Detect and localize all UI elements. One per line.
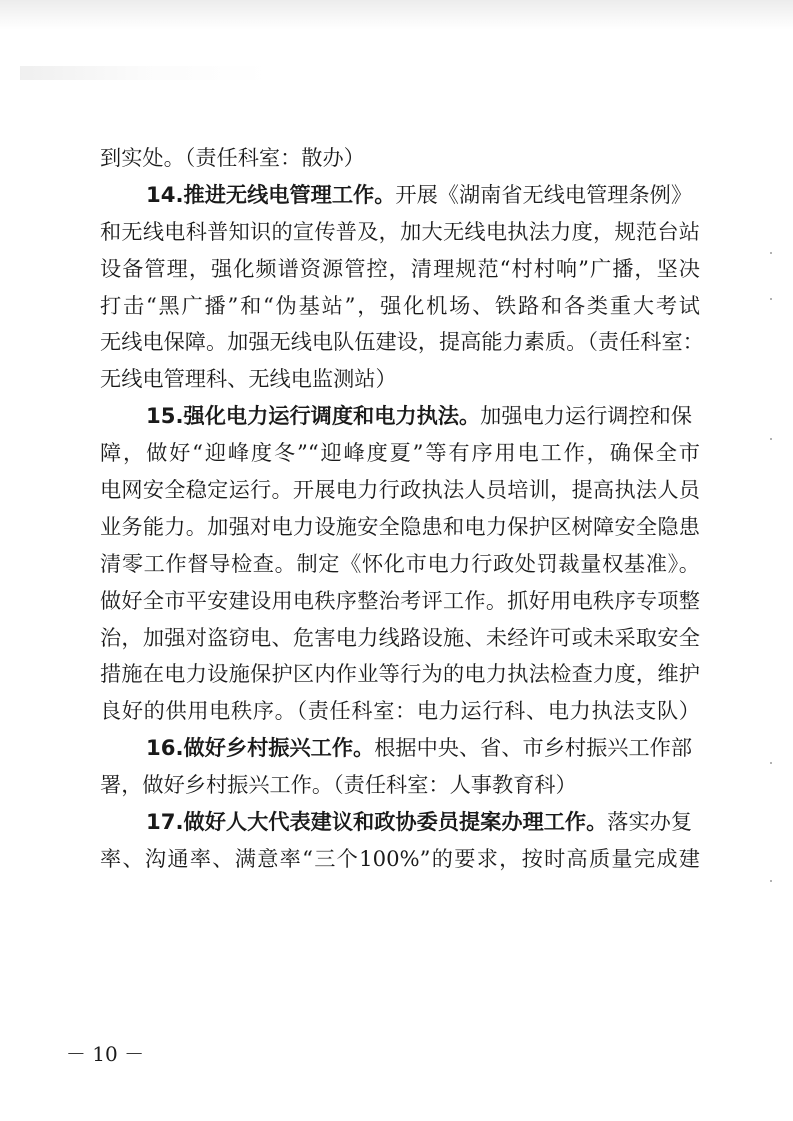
section-14-heading-line — [100, 177, 700, 214]
scan-speck — [770, 762, 772, 764]
body-line: 电网安全稳定运行。开展电力行政执法人员培训，提高执法人员 — [100, 477, 700, 503]
section-15-title: 15.强化电力运行调度和电力执法。 — [146, 403, 481, 429]
body-text — [100, 140, 704, 878]
body-line: 清零工作督导检查。制定《怀化市电力行政处罚裁量权基准》。 — [100, 550, 700, 576]
body-line: 障，做好“迎峰度冬”“迎峰度夏”等有序用电工作，确保全市 — [100, 440, 700, 466]
section-16-title: 16.做好乡村振兴工作。 — [146, 735, 375, 761]
scan-speck — [770, 252, 772, 254]
section-15-text: 加强电力运行调控和保 — [480, 403, 693, 429]
body-line: 率、沟通率、满意率“三个100%”的要求，按时高质量完成建 — [100, 845, 700, 871]
section-16-heading-line — [100, 730, 700, 767]
body-line: 署，做好乡村振兴工作。（责任科室：人事教育科） — [100, 772, 577, 798]
scan-speck — [770, 880, 772, 882]
body-line: 设备管理，强化频谱资源管控，清理规范“村村响”广播，坚决 — [100, 255, 700, 281]
scan-bleed-through — [20, 66, 270, 80]
body-line: 无线电管理科、无线电监测站） — [100, 366, 397, 392]
body-line: 良好的供用电秩序。（责任科室：电力运行科、电力执法支队） — [100, 698, 700, 724]
body-line: 措施在电力设施保护区内作业等行为的电力执法检查力度，维护 — [100, 661, 700, 687]
scan-top-shadow — [0, 0, 793, 30]
section-14-title: 14.推进无线电管理工作。 — [146, 181, 396, 207]
body-line: 做好全市平安建设用电秩序整治考评工作。抓好用电秩序专项整 — [100, 587, 700, 613]
section-15-heading-line — [100, 398, 700, 435]
body-line: 治，加强对盗窃电、危害电力线路设施、未经许可或未采取安全 — [100, 624, 700, 650]
body-line: 和无线电科普知识的宣传普及，加大无线电执法力度，规范台站 — [100, 218, 700, 244]
scan-speck — [770, 438, 772, 440]
section-17-text: 落实办复 — [607, 809, 693, 835]
section-16-text: 根据中央、省、市乡村振兴工作部 — [374, 735, 693, 761]
body-line: 打击“黑广播”和“伪基站”，强化机场、铁路和各类重大考试 — [100, 292, 700, 318]
page-number: － 10 － — [65, 1042, 145, 1066]
section-17-heading-line — [100, 804, 700, 841]
body-line: 到实处。（责任科室：散办） — [100, 145, 365, 170]
scan-speck — [770, 298, 772, 300]
body-line: 业务能力。加强对电力设施安全隐患和电力保护区树障安全隐患 — [100, 513, 700, 539]
section-17-title: 17.做好人大代表建议和政协委员提案办理工作。 — [146, 809, 608, 835]
body-line: 无线电保障。加强无线电队伍建设，提高能力素质。（责任科室： — [100, 329, 704, 355]
section-14-text: 开展《湖南省无线电管理条例》 — [395, 181, 693, 207]
